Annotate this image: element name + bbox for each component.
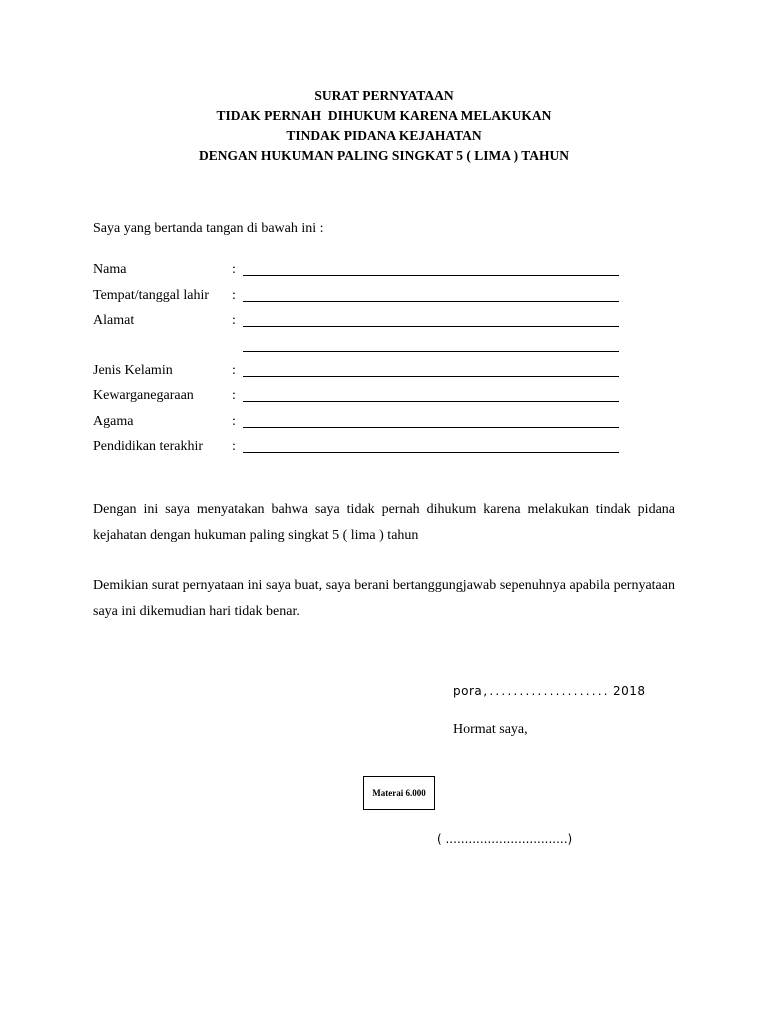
fill-in-line[interactable]: [243, 452, 619, 453]
field-label: Nama: [93, 262, 127, 277]
field-alamat: [93, 311, 242, 331]
field-colon: :: [232, 388, 236, 403]
field-colon: :: [232, 288, 236, 303]
closing-paragraph: Demikian surat pernyataan ini saya buat, saya berani bertanggungjawab sepenuhnya apabila pernyataan saya ini dikemudian hari tidak benar.: [93, 578, 675, 619]
fill-in-line[interactable]: [243, 326, 619, 327]
field-tempat-tanggal-lahir: [93, 286, 242, 306]
place-date: [453, 684, 646, 698]
fill-in-line[interactable]: [243, 401, 619, 402]
fill-in-line[interactable]: [243, 376, 619, 377]
title-line-2: TIDAK PERNAH DIHUKUM KARENA MELAKUKAN: [216, 108, 552, 123]
field-agama: [93, 412, 242, 432]
title-line-3: TINDAK PIDANA KEJAHATAN: [286, 128, 482, 143]
field-label: Tempat/tanggal lahir: [93, 288, 210, 303]
field-nama: [93, 260, 242, 280]
title-line-1: SURAT PERNYATAAN: [314, 88, 454, 103]
field-label: Jenis Kelamin: [93, 363, 173, 378]
field-pendidikan-terakhir: [93, 437, 242, 457]
statement-paragraph: Dengan ini saya menyatakan bahwa saya tidak pernah dihukum karena melakukan tindak pidana kejahatan dengan hukuman paling singkat 5 ( lima ) tahun: [93, 502, 675, 543]
field-colon: :: [232, 363, 236, 378]
fill-in-line[interactable]: [243, 427, 619, 428]
field-colon: :: [232, 439, 236, 454]
field-colon: :: [232, 414, 236, 429]
document-title: [0, 86, 768, 166]
field-label: Alamat: [93, 313, 135, 328]
field-jenis-kelamin: [93, 361, 242, 381]
field-kewarganegaraan: [93, 386, 242, 406]
title-line-4: DENGAN HUKUMAN PALING SINGKAT 5 ( LIMA ) TAHUN: [198, 148, 570, 163]
fill-in-line[interactable]: [243, 275, 619, 276]
field-label: Kewarganegaraan: [93, 388, 194, 403]
field-label: Agama: [93, 414, 134, 429]
date-dots: ,....................: [482, 687, 609, 698]
fill-in-line[interactable]: [243, 351, 619, 352]
stamp-box: Materai 6.000: [363, 776, 435, 810]
fill-in-line[interactable]: [243, 301, 619, 302]
intro-text: Saya yang bertanda tangan di bawah ini :: [93, 221, 324, 236]
closing-salutation: Hormat saya,: [453, 722, 528, 737]
place-text: pora: [453, 684, 483, 698]
field-colon: :: [232, 313, 236, 328]
signature-name-line: ( ................................): [437, 832, 573, 846]
field-colon: :: [232, 262, 236, 277]
field-label: Pendidikan terakhir: [93, 439, 204, 454]
year-text: 2018: [608, 684, 646, 698]
